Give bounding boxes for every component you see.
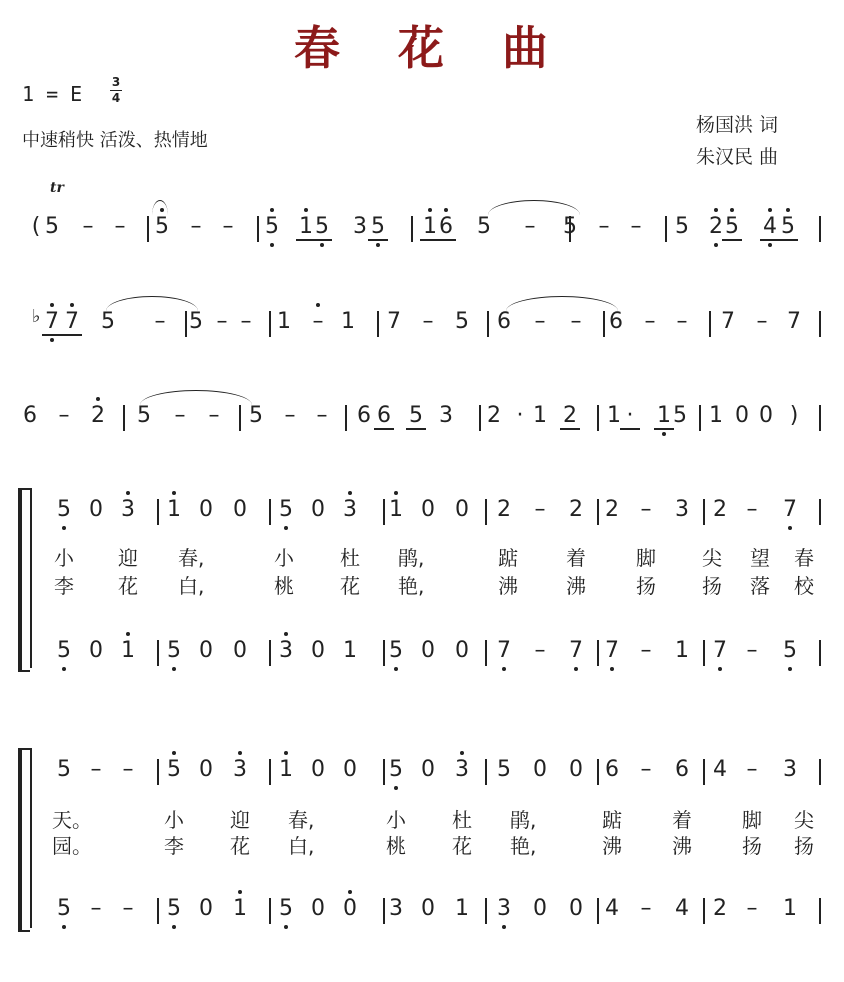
note: 6 — [675, 757, 689, 782]
note: 1 — [230, 896, 250, 921]
note: 7 — [710, 638, 730, 663]
note: 5 — [368, 214, 388, 241]
intro-line-1 — [0, 214, 844, 254]
note: 5 — [249, 403, 263, 428]
note: 5 — [164, 757, 184, 782]
title-char-1: 春 — [294, 21, 342, 75]
bar-line — [819, 216, 821, 242]
lyric-syllable: 沸 — [672, 834, 692, 858]
hold-dash: – — [222, 214, 234, 239]
note: 2 — [497, 497, 511, 522]
hold-dash: – — [308, 309, 328, 334]
note: 6 — [605, 757, 619, 782]
note: 1 — [296, 214, 316, 241]
bar-line — [819, 311, 821, 337]
note: 5 — [189, 309, 203, 334]
flat-sign: ♭ — [32, 306, 41, 327]
hold-dash: – — [58, 403, 70, 428]
lyricist-credit: 杨国洪 词 — [696, 114, 779, 136]
bar-line — [479, 405, 481, 431]
slur — [488, 200, 580, 215]
lyric-syllable: 迎 — [230, 808, 250, 832]
note: 5 — [673, 403, 687, 428]
note: 2 — [713, 497, 727, 522]
note: 5 — [312, 214, 332, 241]
note: 5 — [722, 214, 742, 241]
note: 7 — [566, 638, 586, 663]
bar-line — [699, 405, 701, 431]
note: 7 — [62, 309, 82, 336]
note: 0 — [569, 896, 583, 921]
intro-line-3 — [0, 403, 844, 443]
note: 3 — [494, 896, 514, 921]
key-signature: 1 = E — [22, 82, 83, 106]
bar-line — [157, 640, 159, 666]
lyric-syllable: 踮 — [498, 546, 518, 570]
lyric-syllable: 小 — [274, 546, 294, 570]
bar-line — [383, 640, 385, 666]
note: 0 — [340, 896, 360, 921]
hold-dash: – — [208, 403, 220, 428]
note: 5 — [406, 403, 426, 430]
hold-dash: – — [82, 214, 94, 239]
note: 3 — [118, 497, 138, 522]
song-title — [0, 12, 844, 78]
lyric-syllable: 扬 — [702, 574, 722, 598]
note: 0 — [421, 896, 435, 921]
lyric-syllable: 扬 — [742, 834, 762, 858]
note: 2 — [569, 497, 583, 522]
lyric-syllable: 鹃, — [398, 546, 425, 570]
note: 0 — [199, 638, 213, 663]
note: 7 — [42, 309, 62, 336]
hold-dash: – — [534, 638, 546, 663]
bar-line — [703, 759, 705, 785]
bar-line — [665, 216, 667, 242]
note: 6 — [436, 214, 456, 241]
note: 5 — [57, 757, 71, 782]
hold-dash: – — [122, 757, 134, 782]
bar-line — [257, 216, 259, 242]
lyric-syllable: 天。 — [52, 808, 92, 832]
note: 7 — [721, 309, 735, 334]
lyric-syllable: 春 — [794, 546, 814, 570]
lyric-syllable: 李 — [54, 574, 74, 598]
note: 1 — [420, 214, 440, 241]
note: 0 — [455, 638, 469, 663]
note: 1 — [118, 638, 138, 663]
lyric-syllable: 沸 — [566, 574, 586, 598]
lyric-syllable: 春, — [288, 808, 315, 832]
note: 1 — [709, 403, 723, 428]
lyric-syllable: 花 — [452, 834, 472, 858]
time-signature — [110, 76, 122, 105]
note: 7 — [787, 309, 801, 334]
bar-line — [377, 311, 379, 337]
lyric-syllable: 迎 — [118, 546, 138, 570]
title-char-3: 曲 — [502, 21, 550, 75]
lyric-syllable: 小 — [386, 808, 406, 832]
hold-dash: – — [534, 497, 546, 522]
note: 3 — [452, 757, 472, 782]
note: 5 — [54, 638, 74, 663]
lyric-syllable: 小 — [54, 546, 74, 570]
bar-line — [269, 499, 271, 525]
note: 4 — [605, 896, 619, 921]
hold-dash: – — [190, 214, 202, 239]
note: 5 — [164, 896, 184, 921]
lyric-syllable: 花 — [340, 574, 360, 598]
lyric-syllable: 鹃, — [510, 808, 537, 832]
note: 3 — [389, 896, 403, 921]
lyric-syllable: 踮 — [602, 808, 622, 832]
bar-line — [157, 499, 159, 525]
hold-dash: – — [122, 896, 134, 921]
note: 7 — [494, 638, 514, 663]
note: · — [516, 403, 524, 428]
lyric-syllable: 小 — [164, 808, 184, 832]
note: 0 — [311, 638, 325, 663]
lyric-syllable: 着 — [566, 546, 586, 570]
lyric-syllable: 花 — [118, 574, 138, 598]
lyric-syllable: 杜 — [340, 546, 360, 570]
bar-line — [411, 216, 413, 242]
note: 2 — [605, 497, 619, 522]
note: 5 — [54, 896, 74, 921]
note: 0 — [421, 757, 435, 782]
bar-line — [603, 311, 605, 337]
note: 1 — [654, 403, 674, 430]
bar-line — [597, 898, 599, 924]
meter-top: 3 — [111, 75, 121, 89]
note: 3 — [276, 638, 296, 663]
note: 2 — [487, 403, 501, 428]
note: 1 — [277, 309, 291, 334]
hold-dash: – — [640, 497, 652, 522]
note: 0 — [199, 497, 213, 522]
note: 1 — [276, 757, 296, 782]
note: 5 — [497, 757, 511, 782]
note: 3 — [439, 403, 453, 428]
bar-line — [269, 311, 271, 337]
hold-dash: – — [534, 309, 546, 334]
hold-dash: – — [570, 309, 582, 334]
note: 5 — [137, 403, 151, 428]
note: 0 — [311, 497, 325, 522]
note: 7 — [780, 497, 800, 522]
note: 0 — [533, 757, 547, 782]
hold-dash: – — [746, 896, 758, 921]
bar-line — [269, 898, 271, 924]
hold-dash: – — [644, 309, 656, 334]
bar-line — [485, 759, 487, 785]
bar-line — [157, 898, 159, 924]
hold-dash: – — [640, 757, 652, 782]
bar-line — [383, 898, 385, 924]
note: ) — [789, 403, 799, 428]
note: 5 — [778, 214, 798, 241]
bar-line — [703, 898, 705, 924]
bar-line — [123, 405, 125, 431]
note: 4 — [713, 757, 727, 782]
lyric-syllable: 白, — [178, 574, 205, 598]
lyric-syllable: 沸 — [498, 574, 518, 598]
note: 6 — [609, 309, 623, 334]
note: 1 — [386, 497, 406, 522]
hold-dash: – — [640, 638, 652, 663]
note: 2 — [88, 403, 108, 428]
bar-line — [485, 898, 487, 924]
lyric-syllable: 扬 — [636, 574, 656, 598]
bar-line — [819, 640, 821, 666]
note: 1 — [533, 403, 547, 428]
hold-dash: – — [154, 309, 166, 334]
bar-line — [239, 405, 241, 431]
bar-line — [485, 640, 487, 666]
lyric-syllable: 园。 — [52, 834, 92, 858]
hold-dash: – — [114, 214, 126, 239]
bar-line — [383, 759, 385, 785]
note: 3 — [783, 757, 797, 782]
note: 0 — [569, 757, 583, 782]
lyric-syllable: 着 — [672, 808, 692, 832]
note: 2 — [706, 214, 726, 239]
note: 7 — [602, 638, 622, 663]
hold-dash: – — [240, 309, 252, 334]
trill-mark: tr — [50, 180, 64, 196]
slur — [152, 200, 168, 215]
lyric-syllable: 花 — [230, 834, 250, 858]
note: 5 — [675, 214, 689, 239]
bar-line — [703, 499, 705, 525]
note: 0 — [199, 757, 213, 782]
bar-line — [597, 640, 599, 666]
note: 5 — [101, 309, 115, 334]
hold-dash: – — [756, 309, 768, 334]
note: 0 — [759, 403, 773, 428]
note: 0 — [455, 497, 469, 522]
note: 3 — [675, 497, 689, 522]
intro-line-2 — [0, 309, 844, 349]
lyric-syllable: 杜 — [452, 808, 472, 832]
tempo-marking: 中速稍快 活泼、热情地 — [22, 130, 208, 151]
note: 5 — [152, 214, 172, 239]
note: 2 — [560, 403, 580, 430]
bar-line — [819, 499, 821, 525]
hold-dash: – — [630, 214, 642, 239]
note: 5 — [276, 497, 296, 522]
lyric-syllable: 脚 — [742, 808, 762, 832]
bar-line — [487, 311, 489, 337]
note: 0 — [311, 757, 325, 782]
lyric-syllable: 春, — [178, 546, 205, 570]
bar-line — [147, 216, 149, 242]
bar-line — [819, 759, 821, 785]
system-2-lyrics-2 — [0, 830, 844, 870]
note: 0 — [311, 896, 325, 921]
note: 5 — [386, 757, 406, 782]
hold-dash: – — [90, 896, 102, 921]
bar-line — [819, 898, 821, 924]
note: 5 — [276, 896, 296, 921]
bar-line — [597, 759, 599, 785]
lyric-syllable: 桃 — [386, 834, 406, 858]
note: 5 — [54, 497, 74, 522]
note: ( — [31, 214, 41, 239]
bar-line — [157, 759, 159, 785]
note: 0 — [735, 403, 749, 428]
note: 1 — [675, 638, 689, 663]
hold-dash: – — [216, 309, 228, 334]
hold-dash: – — [676, 309, 688, 334]
note: 1 — [783, 896, 797, 921]
note: 6 — [23, 403, 37, 428]
note: 5 — [45, 214, 59, 239]
note: · — [620, 403, 640, 430]
system-1-lyrics-2 — [0, 570, 844, 610]
slur — [106, 296, 198, 311]
bar-line — [345, 405, 347, 431]
hold-dash: – — [746, 497, 758, 522]
note: 1 — [164, 497, 184, 522]
bar-line — [485, 499, 487, 525]
note: 7 — [387, 309, 401, 334]
lyric-syllable: 落 — [750, 574, 770, 598]
meter-bottom: 4 — [111, 91, 121, 105]
hold-dash: – — [640, 896, 652, 921]
bar-line — [709, 311, 711, 337]
bar-line — [269, 640, 271, 666]
note: 0 — [233, 638, 247, 663]
hold-dash: – — [746, 757, 758, 782]
slur — [506, 296, 618, 311]
note: 2 — [713, 896, 727, 921]
lyric-syllable: 尖 — [702, 546, 722, 570]
note: 0 — [533, 896, 547, 921]
lyric-syllable: 沸 — [602, 834, 622, 858]
lyric-syllable: 尖 — [794, 808, 814, 832]
note: 5 — [455, 309, 469, 334]
title-char-2: 花 — [398, 21, 446, 75]
bar-line — [703, 640, 705, 666]
lyric-syllable: 桃 — [274, 574, 294, 598]
lyric-syllable: 艳, — [398, 574, 425, 598]
lyric-syllable: 脚 — [636, 546, 656, 570]
note: 0 — [89, 638, 103, 663]
lyric-syllable: 李 — [164, 834, 184, 858]
note: 0 — [89, 497, 103, 522]
bar-line — [269, 759, 271, 785]
note: 0 — [233, 497, 247, 522]
note: 0 — [421, 497, 435, 522]
note: 5 — [164, 638, 184, 663]
hold-dash: – — [174, 403, 186, 428]
note: 5 — [563, 214, 577, 239]
system-1-upper — [0, 497, 844, 537]
hold-dash: – — [316, 403, 328, 428]
system-1-lower — [0, 638, 844, 678]
composer-credit: 朱汉民 曲 — [696, 146, 779, 168]
note: 6 — [497, 309, 511, 334]
note: 0 — [421, 638, 435, 663]
note: 6 — [374, 403, 394, 430]
lyric-syllable: 艳, — [510, 834, 537, 858]
note: 5 — [386, 638, 406, 663]
system-2-upper — [0, 757, 844, 797]
note: 3 — [340, 497, 360, 522]
note: 5 — [262, 214, 282, 239]
note: 5 — [477, 214, 491, 239]
note: 4 — [675, 896, 689, 921]
note: 0 — [199, 896, 213, 921]
note: 6 — [357, 403, 371, 428]
hold-dash: – — [90, 757, 102, 782]
note: 5 — [780, 638, 800, 663]
note: 1 — [455, 896, 469, 921]
hold-dash: – — [524, 214, 536, 239]
lyric-syllable: 白, — [288, 834, 315, 858]
lyric-syllable: 望 — [750, 546, 770, 570]
lyric-syllable: 校 — [794, 574, 814, 598]
bar-line — [597, 405, 599, 431]
note: 3 — [230, 757, 250, 782]
bar-line — [819, 405, 821, 431]
hold-dash: – — [598, 214, 610, 239]
note: 3 — [353, 214, 367, 239]
slur — [140, 390, 252, 405]
note: 0 — [343, 757, 357, 782]
lyric-syllable: 扬 — [794, 834, 814, 858]
system-2-lower — [0, 896, 844, 936]
bar-line — [383, 499, 385, 525]
bar-line — [597, 499, 599, 525]
note: 1 — [607, 403, 621, 428]
hold-dash: – — [422, 309, 434, 334]
hold-dash: – — [284, 403, 296, 428]
hold-dash: – — [746, 638, 758, 663]
note: 4 — [760, 214, 780, 241]
note: 1 — [343, 638, 357, 663]
note: 1 — [341, 309, 355, 334]
